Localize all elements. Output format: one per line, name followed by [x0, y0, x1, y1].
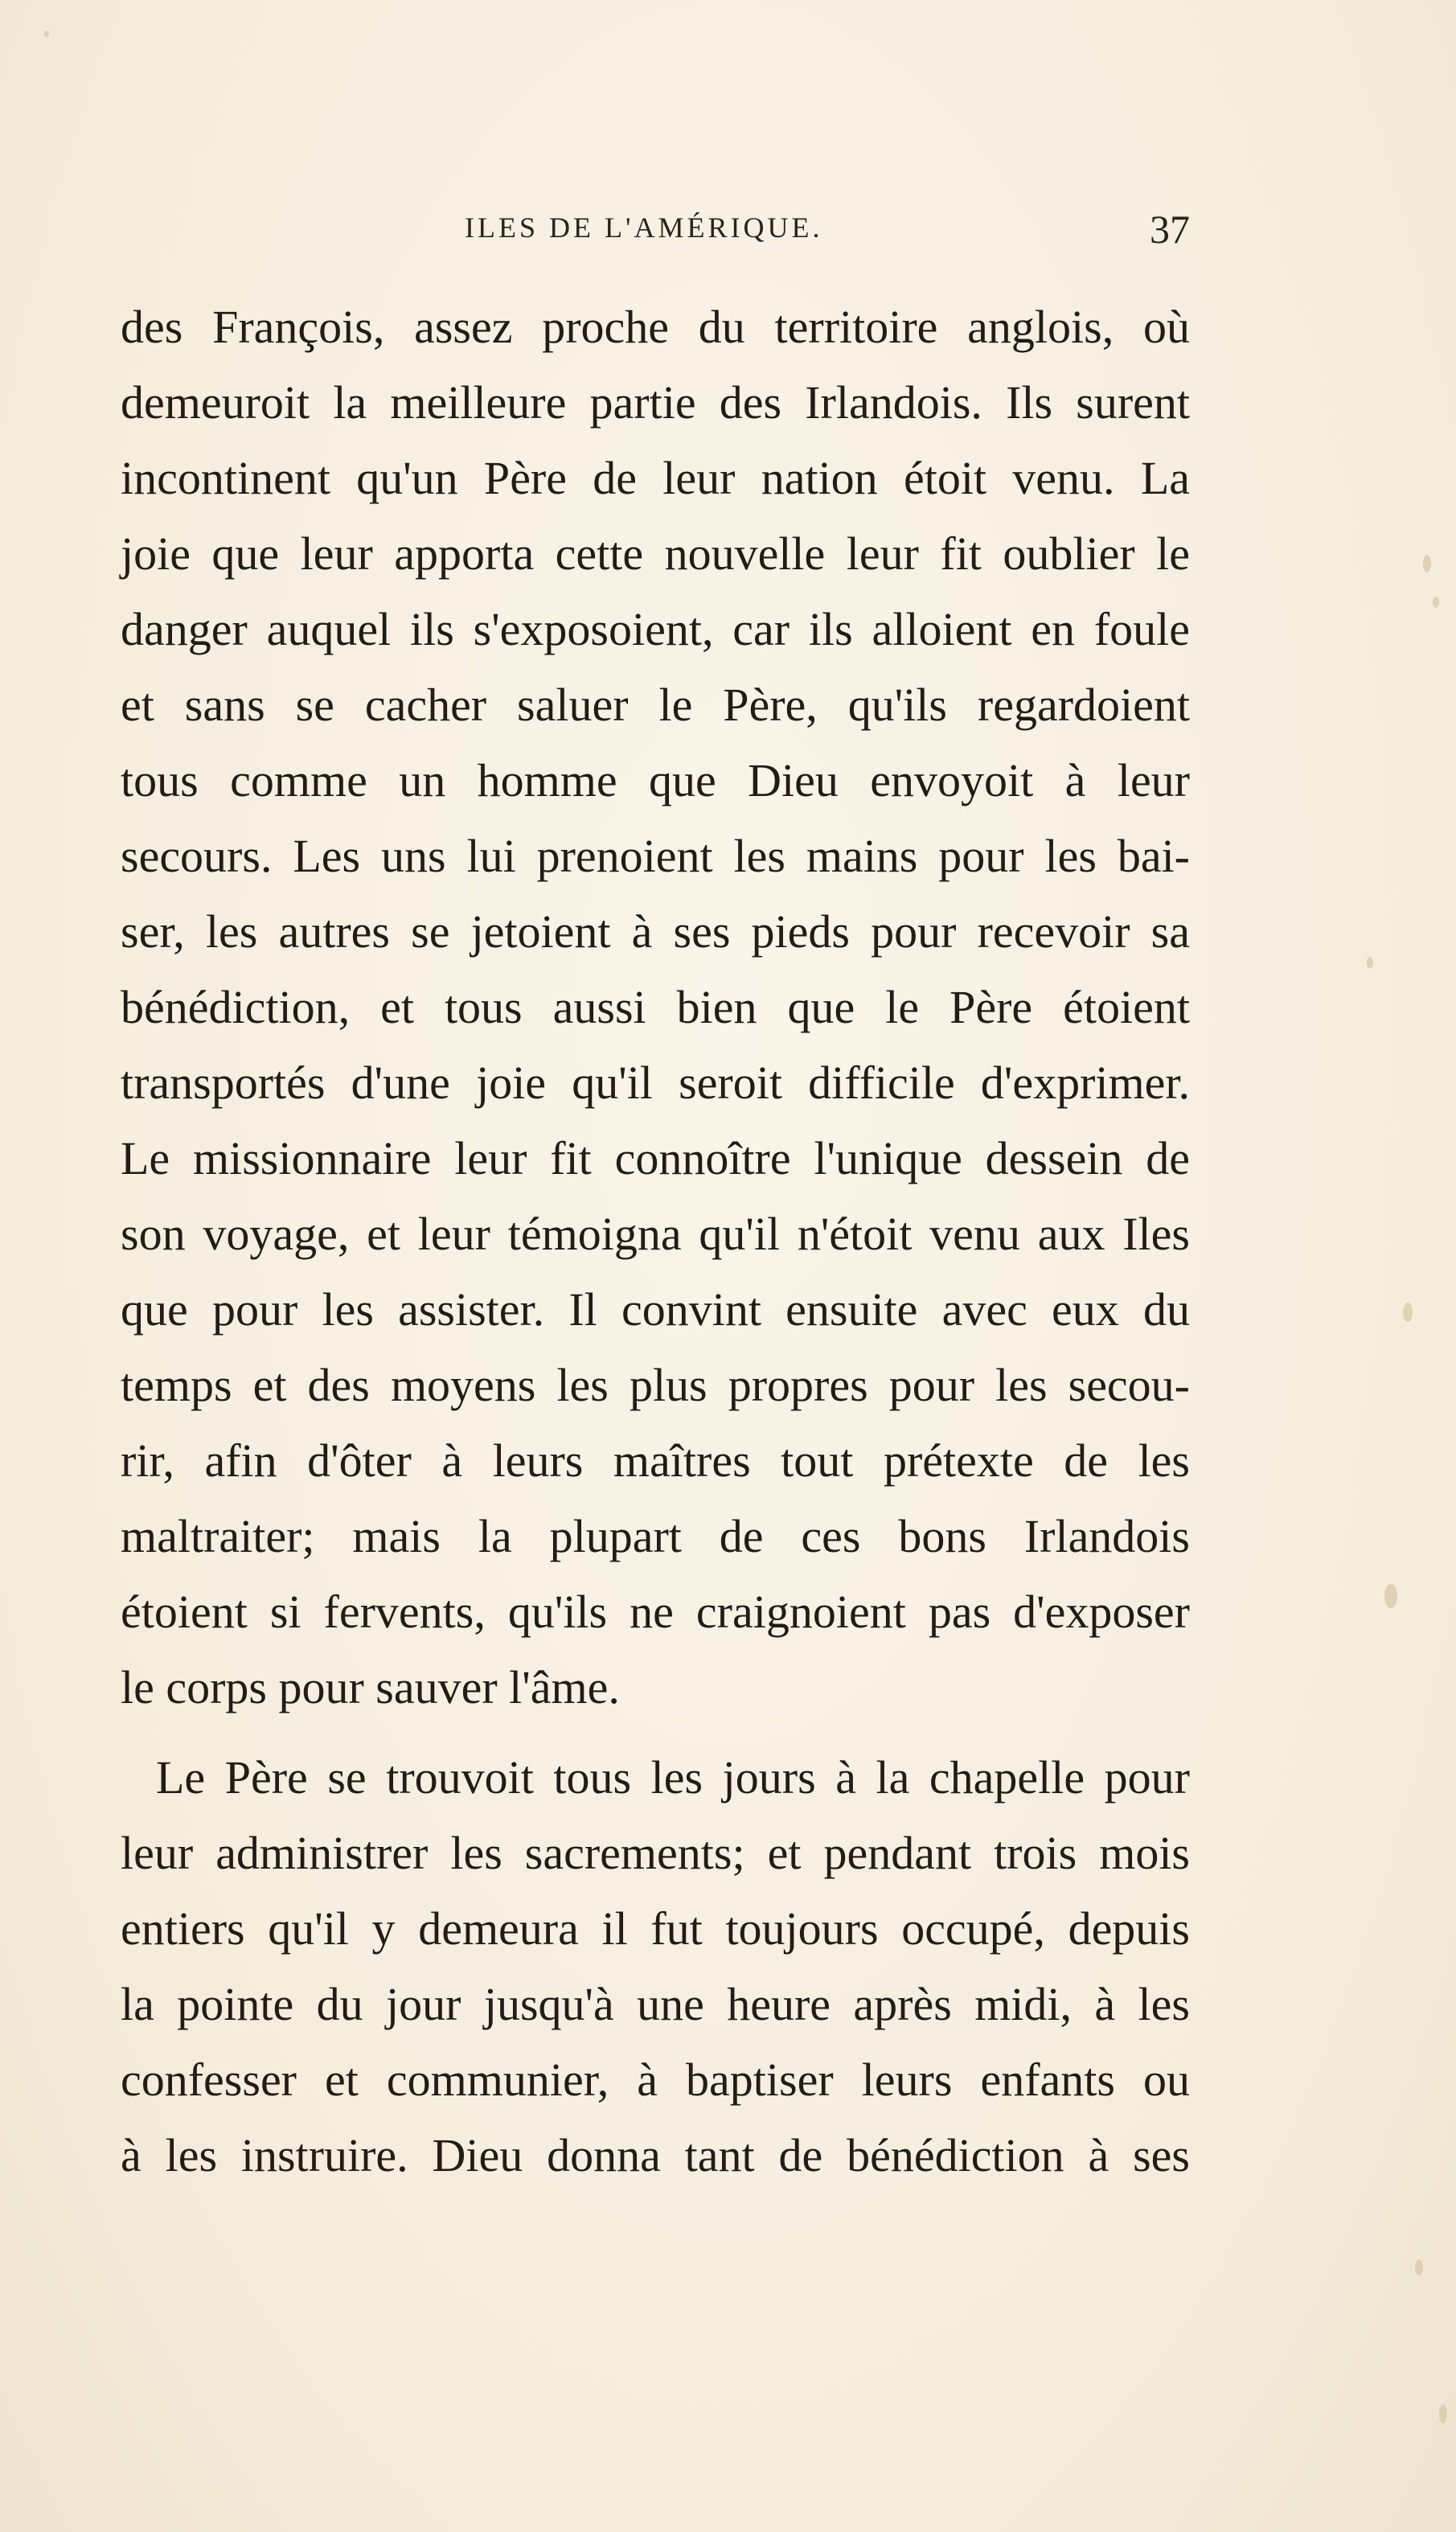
text-line: confesser et communier, à baptiser leurs enfants ou — [121, 2054, 1190, 2106]
text-line: demeuroit la meilleure partie des Irlandois. Ils surent — [121, 376, 1190, 429]
text-line: la pointe du jour jusqu'à une heure après midi, à les — [121, 1978, 1190, 2030]
text-line: bénédiction, et tous aussi bien que le Père étoient — [121, 981, 1190, 1033]
text-line: secours. Les uns lui prenoient les mains pour les bai- — [121, 830, 1190, 882]
text-line: danger auquel ils s'exposoient, car ils alloient en foule — [121, 603, 1190, 655]
text-line: et sans se cacher saluer le Père, qu'ils regardoient — [121, 679, 1190, 731]
paragraph — [121, 289, 1190, 1726]
text-line: entiers qu'il y demeura il fut toujours occupé, depuis — [121, 1902, 1190, 1955]
paper-stain — [1433, 597, 1439, 608]
paper-stain — [1367, 957, 1373, 968]
text-line: maltraiter; mais la plupart de ces bons Irlandois — [121, 1510, 1190, 1562]
page-number: 37 — [1150, 207, 1190, 252]
text-line: à les instruire. Dieu donna tant de bénédiction à ses — [121, 2129, 1190, 2181]
text-line: joie que leur apporta cette nouvelle leur fit oublier le — [121, 527, 1190, 580]
page-header — [121, 207, 1190, 259]
text-line: des François, assez proche du territoire anglois, où — [121, 301, 1190, 353]
body-text — [121, 289, 1190, 2193]
paper-stain — [1439, 2404, 1447, 2423]
text-line: le corps pour sauver l'âme. — [121, 1661, 620, 1713]
text-line: son voyage, et leur témoigna qu'il n'étoit venu aux Iles — [121, 1208, 1190, 1260]
paper-stain — [1384, 1584, 1397, 1608]
running-title: ILES DE L'AMÉRIQUE. — [465, 211, 823, 244]
text-line: ser, les autres se jetoient à ses pieds pour recevoir sa — [121, 905, 1190, 958]
paper-stain — [1415, 2259, 1423, 2276]
text-line: tous comme un homme que Dieu envoyoit à leur — [121, 754, 1190, 806]
text-line: incontinent qu'un Père de leur nation étoit venu. La — [121, 452, 1190, 504]
paper-stain — [1423, 555, 1431, 572]
text-line: Le Père se trouvoit tous les jours à la chapelle pour — [156, 1751, 1190, 1804]
text-line: rir, afin d'ôter à leurs maîtres tout prétexte de les — [121, 1434, 1190, 1487]
paragraph-gap — [121, 1726, 1190, 1740]
text-line: temps et des moyens les plus propres pour les secou- — [121, 1359, 1190, 1411]
text-line: que pour les assister. Il convint ensuite avec eux du — [121, 1283, 1190, 1336]
text-line: étoient si fervents, qu'ils ne craignoient pas d'exposer — [121, 1586, 1190, 1638]
paper-stain — [1403, 1303, 1413, 1322]
paragraph — [121, 1740, 1190, 2193]
paper-stain — [44, 31, 49, 37]
text-line: leur administrer les sacrements; et pendant trois mois — [121, 1827, 1190, 1879]
text-line: transportés d'une joie qu'il seroit difficile d'exprimer. — [121, 1057, 1190, 1109]
text-line: Le missionnaire leur fit connoître l'unique dessein de — [121, 1132, 1190, 1184]
